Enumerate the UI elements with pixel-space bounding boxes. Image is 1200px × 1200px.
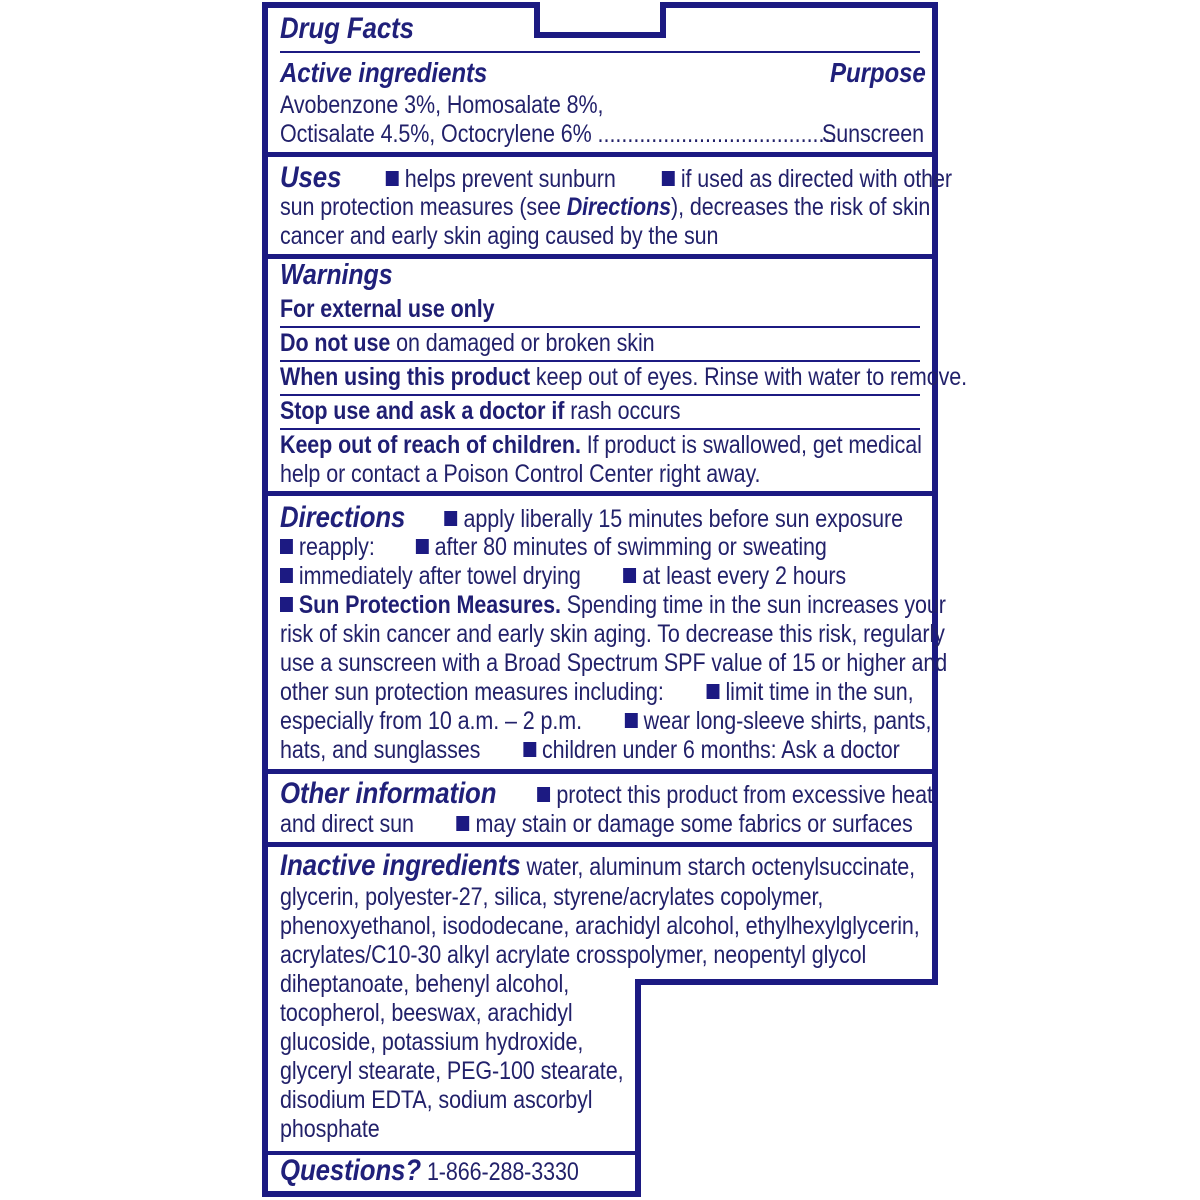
inactive-line-1 <box>280 851 915 882</box>
bullet-icon <box>386 171 399 186</box>
bullet-icon <box>457 816 470 831</box>
inactive-line-2: glycerin, polyester-27, silica, styrene/acrylates copolymer, <box>280 883 824 911</box>
bullet-icon <box>280 568 293 583</box>
when-using-text: keep out of eyes. Rinse with water to remove. <box>530 363 968 391</box>
do-not-use-text: on damaged or broken skin <box>390 329 655 357</box>
section-divider <box>266 152 934 157</box>
section-divider <box>266 842 934 847</box>
directions-line-7 <box>280 678 914 707</box>
directions-heading: Directions <box>280 501 406 534</box>
leader-dots: ........................................ <box>597 120 837 148</box>
directions-item-3: immediately after towel drying <box>298 562 581 590</box>
warnings-rule <box>280 428 920 430</box>
section-divider <box>266 769 934 774</box>
directions-line-4 <box>280 591 946 620</box>
uses-item-2: if used as directed with other <box>680 165 952 193</box>
questions-heading: Questions? <box>280 1154 422 1187</box>
active-line-2 <box>280 120 836 149</box>
warnings-rule <box>280 394 920 396</box>
directions-line-1 <box>280 503 903 534</box>
keep-out-label: Keep out of reach of children. <box>280 431 581 459</box>
bullet-icon <box>416 539 429 554</box>
bullet-icon <box>537 787 550 802</box>
directions-line-5: risk of skin cancer and early skin aging. To decrease this risk, regularly <box>280 620 945 648</box>
purpose-sunscreen: Sunscreen <box>822 120 925 148</box>
when-using <box>280 363 967 392</box>
other-text: and direct sun <box>280 810 414 838</box>
inactive-text: water, aluminum starch octenylsuccinate, <box>520 853 915 881</box>
inactive-line-4: acrylates/C10-30 alkyl acrylate crosspolymer, neopentyl glycol <box>280 941 867 969</box>
when-using-label: When using this product <box>280 363 531 391</box>
directions-text: children under 6 months: Ask a doctor <box>541 736 900 764</box>
uses-text: ), decreases the risk of skin <box>671 193 931 221</box>
uses-heading: Uses <box>280 161 342 194</box>
inactive-line-3: phenoxyethanol, isododecane, arachidyl alcohol, ethylhexylglycerin, <box>280 912 920 940</box>
questions-line <box>280 1156 579 1187</box>
stop-use-text: rash occurs <box>564 397 681 425</box>
directions-line-8 <box>280 707 931 736</box>
section-divider <box>266 491 934 496</box>
bullet-icon <box>445 511 458 526</box>
directions-text: wear long-sleeve shirts, pants, <box>643 707 932 735</box>
directions-reference: Directions <box>566 193 672 221</box>
uses-line-1 <box>280 163 952 194</box>
directions-item-1: apply liberally 15 minutes before sun exposure <box>463 505 904 533</box>
other-item-2: may stain or damage some fabrics or surfaces <box>475 810 913 838</box>
inactive-line-10: phosphate <box>280 1115 380 1143</box>
directions-text: limit time in the sun, <box>725 678 914 706</box>
sun-protection-text: Spending time in the sun increases your <box>560 591 946 619</box>
directions-text: hats, and sunglasses <box>280 736 481 764</box>
uses-item-1: helps prevent sunburn <box>404 165 616 193</box>
directions-item-4: at least every 2 hours <box>642 562 847 590</box>
directions-line-2 <box>280 533 827 562</box>
title-rule <box>280 51 920 53</box>
uses-line-3: cancer and early skin aging caused by the sun <box>280 222 719 250</box>
inactive-line-5: diheptanoate, behenyl alcohol, <box>280 970 570 998</box>
keep-out-text: If product is swallowed, get medical <box>580 431 922 459</box>
sun-protection-label: Sun Protection Measures. <box>298 591 561 619</box>
directions-item-2: after 80 minutes of swimming or sweating <box>434 533 827 561</box>
directions-text: especially from 10 a.m. – 2 p.m. <box>280 707 582 735</box>
drug-facts-title: Drug Facts <box>280 12 414 45</box>
keep-out <box>280 431 922 460</box>
reapply-label: reapply: <box>298 533 375 561</box>
bullet-icon <box>625 713 638 728</box>
inactive-line-8: glyceryl stearate, PEG-100 stearate, <box>280 1057 624 1085</box>
bullet-icon <box>707 684 720 699</box>
bullet-icon <box>662 171 675 186</box>
directions-line-6: use a sunscreen with a Broad Spectrum SPF value of 15 or higher and <box>280 649 948 677</box>
directions-line-9 <box>280 736 900 765</box>
directions-line-3 <box>280 562 846 591</box>
external-use: For external use only <box>280 295 495 323</box>
stop-use-label: Stop use and ask a doctor if <box>280 397 565 425</box>
active-line-1: Avobenzone 3%, Homosalate 8%, <box>280 91 604 119</box>
bullet-icon <box>280 539 293 554</box>
warnings-rule <box>280 326 920 328</box>
uses-line-2 <box>280 193 930 222</box>
questions-phone: 1-866-288-3330 <box>421 1158 579 1186</box>
do-not-use <box>280 329 655 358</box>
uses-text: sun protection measures (see <box>280 193 567 221</box>
stop-use <box>280 397 680 426</box>
bullet-icon <box>624 568 637 583</box>
directions-text: other sun protection measures including: <box>280 678 664 706</box>
bullet-icon <box>523 742 536 757</box>
other-item-1: protect this product from excessive heat <box>556 781 933 809</box>
inactive-line-7: glucoside, potassium hydroxide, <box>280 1028 584 1056</box>
do-not-use-label: Do not use <box>280 329 391 357</box>
inactive-line-9: disodium EDTA, sodium ascorbyl <box>280 1086 593 1114</box>
active-ingredients-heading: Active ingredients <box>280 57 488 88</box>
warnings-heading: Warnings <box>280 259 393 291</box>
keep-out-line-2: help or contact a Poison Control Center right away. <box>280 460 761 488</box>
warnings-rule <box>280 360 920 362</box>
active-ingredients-text: Octisalate 4.5%, Octocrylene 6% <box>280 120 592 148</box>
purpose-heading: Purpose <box>830 57 926 88</box>
inactive-line-6: tocopherol, beeswax, arachidyl <box>280 999 573 1027</box>
other-information-heading: Other information <box>280 777 497 810</box>
inactive-ingredients-heading: Inactive ingredients <box>280 849 521 882</box>
other-line-1 <box>280 779 933 810</box>
other-line-2 <box>280 810 913 839</box>
bullet-icon <box>280 597 293 612</box>
